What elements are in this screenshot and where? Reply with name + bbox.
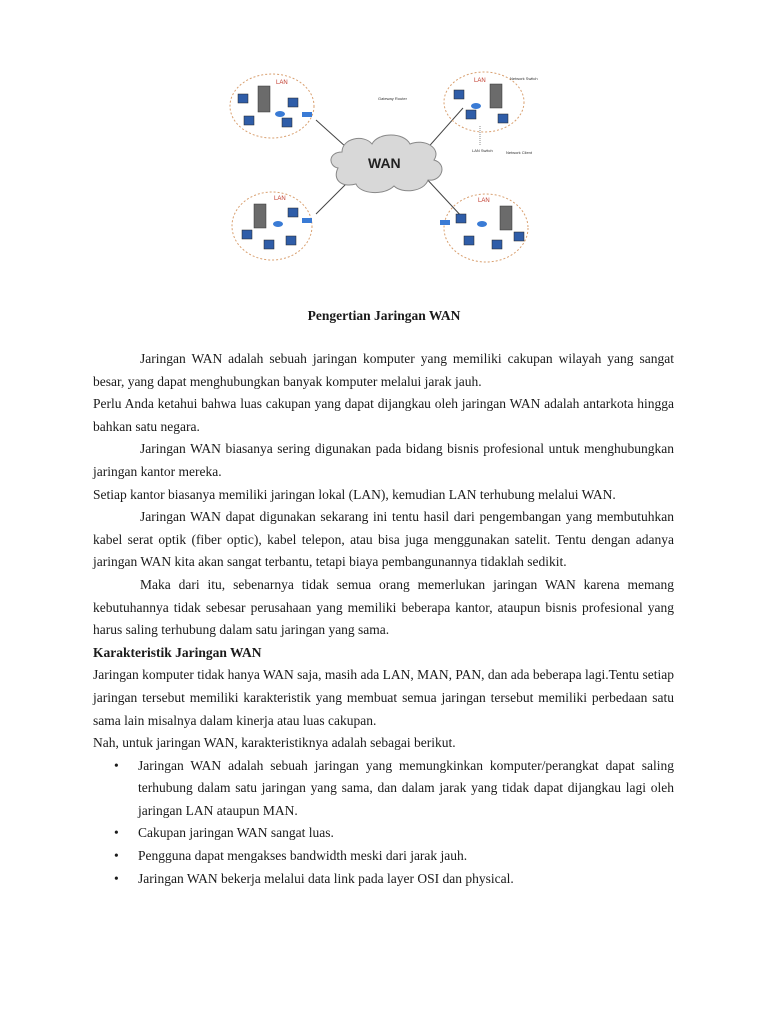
wan-network-diagram: [228, 68, 540, 264]
document-title: Pengertian Jaringan WAN: [307, 308, 461, 323]
lan-label: LAN: [274, 196, 286, 202]
paragraph: Perlu Anda ketahui bahwa luas cakupan yang dapat dijangkau oleh jaringan WAN adalah antarkota hingga bahkan satu negara.: [93, 396, 674, 434]
bullet-icon: •: [114, 757, 119, 773]
lan-cluster-top-left: [230, 74, 314, 138]
paragraph: Maka dari itu, sebenarnya tidak semua orang memerlukan jaringan WAN karena memang kebutuhannya tidak sebesar perusahaan yang memiliki beberapa kantor, ataupun bisnis profesional yang harus saling terhubung dalam satu jaringan yang sama.: [93, 576, 674, 638]
bullet-icon: •: [114, 848, 119, 864]
paragraph: Jaringan WAN biasanya sering digunakan pada bidang bisnis profesional untuk menghubungkan jaringan kantor mereka.: [93, 441, 674, 479]
network-switch-callout: Network Switch: [510, 76, 538, 81]
paragraph: Setiap kantor biasanya memiliki jaringan lokal (LAN), kemudian LAN terhubung melalui WAN.: [93, 486, 616, 502]
bullet-icon: •: [114, 870, 119, 886]
document-body: [93, 348, 674, 890]
list-item-text: Cakupan jaringan WAN sangat luas.: [138, 825, 334, 841]
lan-label: LAN: [276, 80, 288, 86]
list-item: [93, 868, 674, 891]
lan-label: LAN: [474, 78, 486, 84]
section-heading: Karakteristik Jaringan WAN: [93, 644, 262, 660]
bullet-icon: •: [114, 825, 119, 841]
list-item: [93, 845, 674, 868]
wan-cloud-label: WAN: [368, 155, 401, 171]
lan-switch-callout: LAN Switch: [472, 148, 493, 153]
paragraph: Jaringan WAN adalah sebuah jaringan komputer yang memiliki cakupan wilayah yang sangat besar, yang dapat menghubungkan banyak komputer melalui jarak jauh.: [93, 351, 674, 389]
lan-label: LAN: [478, 198, 490, 204]
lan-cluster-bottom-left: [232, 192, 312, 260]
characteristics-list: [93, 755, 674, 891]
list-item-text: Jaringan WAN bekerja melalui data link pada layer OSI dan physical.: [138, 870, 514, 886]
network-client-callout: Network Client: [506, 150, 533, 155]
lan-cluster-bottom-right: [440, 194, 528, 262]
paragraph: Jaringan komputer tidak hanya WAN saja, masih ada LAN, MAN, PAN, dan ada beberapa lagi.Tentu setiap jaringan tersebut memiliki karakteristik yang membuat semua jaringan tersebut memiliki perbedaan satu sama lain misalnya dalam kinerja atau luas cakupan.: [93, 667, 674, 728]
wan-cloud: [331, 135, 442, 193]
list-item: [93, 822, 674, 845]
gateway-router-callout: Gateway Router: [378, 96, 407, 101]
list-item: [93, 755, 674, 823]
list-item-text: Pengguna dapat mengakses bandwidth meski dari jarak jauh.: [138, 848, 468, 864]
paragraph: Nah, untuk jaringan WAN, karakteristiknya adalah sebagai berikut.: [93, 735, 456, 751]
paragraph: Jaringan WAN dapat digunakan sekarang ini tentu hasil dari pengembangan yang membutuhkan kabel serat optik (fiber optic), kabel telepon, atau bisa juga menggunakan satelit. Tentu dengan adanya jaringan WAN kita akan sangat terbantu, tetapi biaya pembangunannya tidaklah sedikit.: [93, 509, 674, 570]
list-item-text: Jaringan WAN adalah sebuah jaringan yang memungkinkan komputer/perangkat dapat saling terhubung dalam satu jaringan yang sama, dan dalam jarak yang tidak dapat dijangkau lagi oleh jaringan LAN ataupun MAN.: [138, 757, 674, 818]
